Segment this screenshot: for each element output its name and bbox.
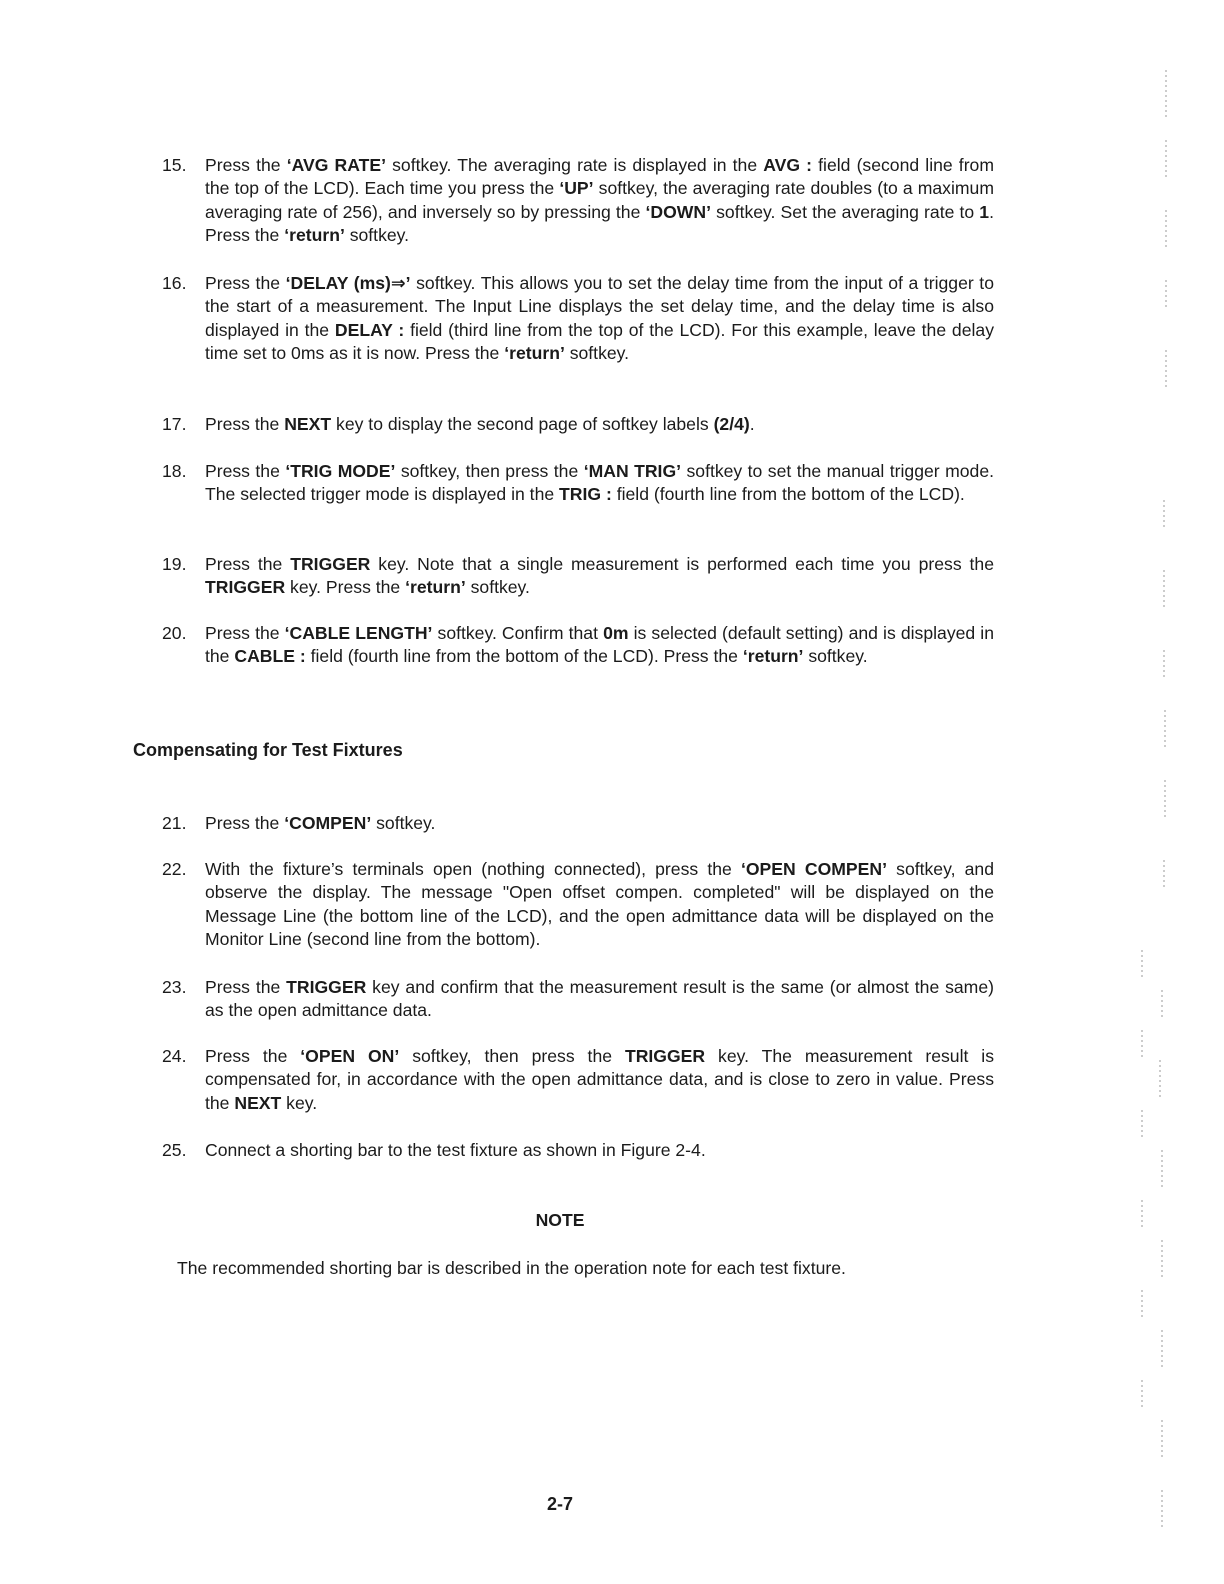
text-run: softkey. <box>344 224 410 245</box>
step-text <box>205 154 994 247</box>
note-title: NOTE <box>535 1210 585 1230</box>
text-run: Press the <box>205 155 287 175</box>
note-body: The recommended shorting bar is described in the operation note for each test fixture. <box>177 1258 846 1278</box>
bold-term: ‘return’ <box>284 224 345 245</box>
step-text <box>205 413 994 436</box>
step-23 <box>162 976 994 1023</box>
text-run: softkey, then press the <box>395 461 584 481</box>
text-run: softkey. <box>465 577 530 598</box>
text-run: field (fourth line from the bottom of the LCD). Press the <box>305 646 743 667</box>
step-text <box>205 976 994 1023</box>
bold-term: ‘return’ <box>504 342 565 363</box>
bold-term: ‘return’ <box>405 577 466 598</box>
text-run: softkey. <box>803 646 868 667</box>
step-number: 15. <box>162 155 187 175</box>
step-text <box>205 1139 994 1162</box>
text-run: Press the <box>205 623 285 643</box>
text-run: key to display the second page of softkey labels <box>331 414 714 434</box>
bold-term: 1 <box>979 201 990 222</box>
step-18 <box>162 460 994 507</box>
bold-term: 0m <box>603 623 629 643</box>
bold-term: TRIGGER <box>290 554 371 574</box>
text-run: field (third line from the top of the LCD). For this example, leave the delay time set to 0ms as it is now. Press the <box>205 319 994 363</box>
bold-term: ‘return’ <box>742 646 804 667</box>
text-run: softkey, the averaging rate doubles (to a maximum averaging rate of 256), and inversely so by pressing the <box>205 178 994 222</box>
text-run: Connect a shorting bar to the test fixture as shown in Figure 2-4. <box>205 1140 706 1160</box>
text-run: Press the <box>205 1046 301 1066</box>
bold-term: ‘OPEN COMPEN’ <box>740 859 887 879</box>
step-25 <box>162 1139 994 1162</box>
text-run: Press the <box>205 554 291 574</box>
text-run: With the fixture’s terminals open (nothing connected), press the <box>205 859 741 879</box>
step-number: 25. <box>162 1140 187 1160</box>
step-text <box>205 1045 994 1115</box>
text-run: key. Note that a single measurement is performed each time you press the <box>370 554 994 574</box>
text-run: softkey, and observe the display. The message "Open offset compen. completed" will be displayed on the Message Line (the bottom line of the LCD), and the open admittance data will be displayed on the Monitor Line (second line from the bottom). <box>205 859 994 949</box>
section-heading: Compensating for Test Fixtures <box>133 740 403 760</box>
bold-term: ‘OPEN ON’ <box>300 1046 400 1066</box>
text-run: key. <box>281 1092 318 1113</box>
step-number: 16. <box>162 273 187 293</box>
text-run: . Press the <box>205 201 994 245</box>
text-run: softkey. <box>371 813 436 833</box>
scan-edge-marks <box>1138 60 1178 1540</box>
text-run: softkey. The averaging rate is displayed in the <box>386 155 764 175</box>
bold-term: AVG : <box>763 155 813 175</box>
bold-term: TRIGGER <box>205 577 286 598</box>
text-run: key and confirm that the measurement result is the same (or almost the same) as the open admittance data. <box>205 977 994 1021</box>
bold-term: NEXT <box>234 1092 282 1113</box>
text-run: key. Press the <box>285 577 406 598</box>
step-19 <box>162 553 994 600</box>
bold-term: DELAY : <box>334 319 405 340</box>
bold-term: CABLE : <box>234 646 306 667</box>
step-text <box>205 622 994 669</box>
page-number: 2-7 <box>546 1494 573 1514</box>
step-text <box>205 858 994 951</box>
step-number: 23. <box>162 977 187 997</box>
bold-term: ‘MAN TRIG’ <box>583 461 682 481</box>
step-text <box>205 460 994 507</box>
step-number: 19. <box>162 554 187 574</box>
text-run: softkey. <box>564 342 630 363</box>
bold-term: (2/4) <box>713 414 750 434</box>
bold-term: TRIGGER <box>286 977 367 997</box>
step-number: 24. <box>162 1046 187 1066</box>
text-run: Press the <box>205 273 286 293</box>
bold-term: TRIGGER <box>624 1046 706 1066</box>
text-run: softkey. Set the averaging rate to <box>710 201 980 222</box>
step-number: 20. <box>162 623 187 643</box>
bold-term: ‘TRIG MODE’ <box>285 461 396 481</box>
text-run: is selected (default setting) and is displayed in the <box>205 623 994 667</box>
bold-term: ‘COMPEN’ <box>284 813 372 833</box>
step-16 <box>162 272 994 365</box>
step-20 <box>162 622 994 669</box>
text-run: Press the <box>205 461 286 481</box>
step-text <box>205 272 994 365</box>
step-number: 22. <box>162 859 187 879</box>
text-run: softkey. This allows you to set the delay time from the input of a trigger to the start of a measurement. The Input Line displays the set delay time, and the delay time is also displayed in the <box>205 273 994 340</box>
step-number: 17. <box>162 414 187 434</box>
text-run: Press the <box>205 414 285 434</box>
bold-term: ‘DOWN’ <box>645 201 711 222</box>
text-run: softkey to set the manual trigger mode. The selected trigger mode is displayed in the <box>205 461 995 505</box>
step-22 <box>162 858 994 951</box>
step-15 <box>162 154 994 247</box>
bold-term: NEXT <box>284 414 332 434</box>
bold-term: ‘AVG RATE’ <box>286 155 386 175</box>
text-run: Press the <box>205 813 285 833</box>
step-text <box>205 553 994 600</box>
bold-term: ‘DELAY (ms)⇒’ <box>285 273 411 293</box>
text-run: Press the <box>205 977 287 997</box>
text-run: softkey, then press the <box>399 1046 625 1066</box>
text-run: key. The measurement result is compensated for, in accordance with the open admittance data, and is close to zero in value. Press the <box>205 1046 994 1113</box>
text-run: field (second line from the top of the LCD). Each time you press the <box>205 155 994 199</box>
text-run: field (fourth line from the bottom of the LCD). <box>611 484 965 505</box>
bold-term: TRIG : <box>559 484 612 505</box>
text-run: softkey. Confirm that <box>432 623 604 643</box>
step-text <box>205 812 994 835</box>
bold-term: ‘UP’ <box>559 178 594 199</box>
step-number: 18. <box>162 461 187 481</box>
step-21 <box>162 812 994 835</box>
step-24 <box>162 1045 994 1115</box>
step-number: 21. <box>162 813 187 833</box>
step-17 <box>162 413 994 436</box>
bold-term: ‘CABLE LENGTH’ <box>284 623 433 643</box>
text-run: . <box>749 414 755 434</box>
